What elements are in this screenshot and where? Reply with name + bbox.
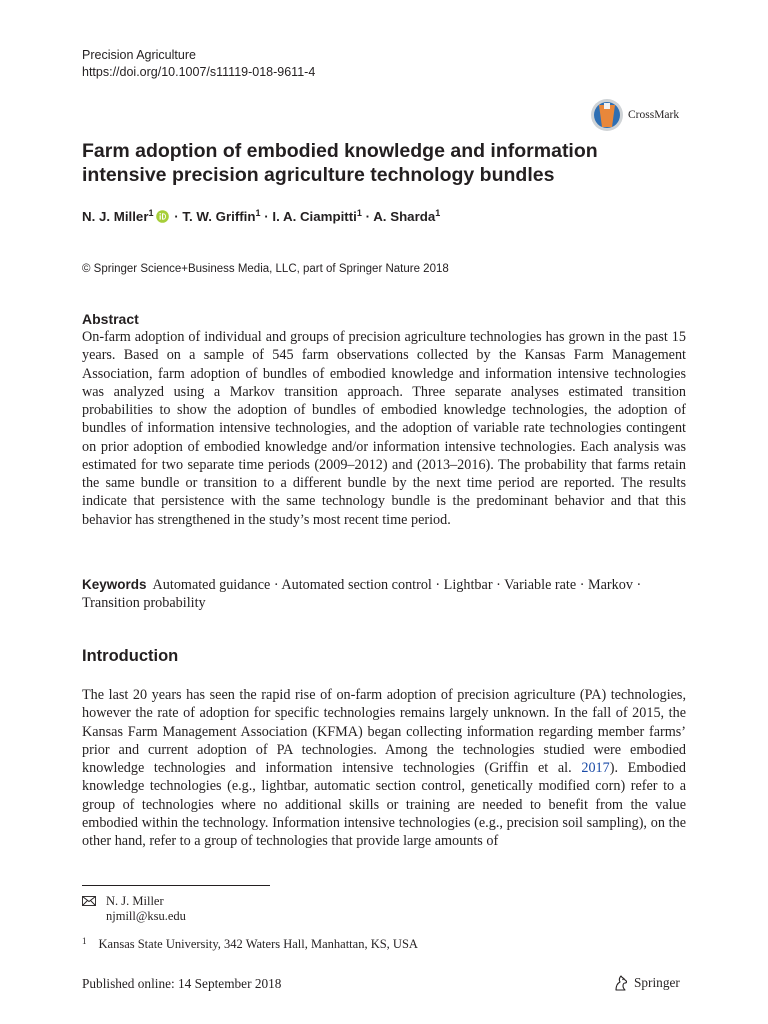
- author-affil-marker: 1: [148, 208, 154, 218]
- author-affil-marker: 1: [255, 208, 261, 218]
- intro-text-part: The last 20 years has seen the rapid rise of on-farm adoption of precision agriculture (PA) technologies, however the rate of adoption for specific technologies remains largely unknown. In the fall of 2015, the Kansas Farm Management Association (KFMA) began collecting information regarding member farms’ prior and current adoption of PA technologies. Among the technologies studied were embodied knowledge technologies and information intensive technologies (Griffin et al.: [82, 687, 686, 776]
- keywords-text: Automated guidance · Automated section control · Lightbar · Variable rate · Markov · Transition probability: [82, 577, 642, 612]
- paper-title: Farm adoption of embodied knowledge and information intensive precision agriculture technology bundles: [82, 140, 598, 186]
- author-name[interactable]: N. J. Miller: [82, 209, 149, 224]
- abstract-heading: Abstract: [82, 311, 139, 327]
- crossmark-icon: [590, 98, 624, 132]
- introduction-heading: Introduction: [82, 647, 179, 665]
- springer-logo: [612, 974, 680, 992]
- abstract-text: On-farm adoption of individual and groups of precision agriculture technologies has grown in the past 15 years. Based on a sample of 545 farm observations collected by the Kansas Farm Management Association, farm adoption of bundles of embodied knowledge and information intensive technologies was analyzed using a Markov transition approach. Three separate analyses estimated transition probabilities to show the adoption of bundles of embodied knowledge technologies, the adoption of bundles of information intensive technologies, and the adoption of variable rate technologies contingent on prior adoption of embodied knowledge and/or information intensive technologies. Each analysis was estimated for two separate time periods (2009–2012) and (2013–2016). The probability that farms retain the same bundle or transition to a different bundle by the next time period are reported. The results indicate that persistence with the same technology bundle is the predominant behavior and that this behavior has strengthened in the study’s most recent time period.: [82, 329, 686, 528]
- published-date: Published online: 14 September 2018: [82, 976, 282, 991]
- author-name[interactable]: T. W. Griffin: [182, 209, 256, 224]
- author-list: [82, 208, 440, 226]
- contact-name: N. J. Miller: [106, 894, 164, 908]
- introduction-text: [82, 686, 686, 850]
- envelope-icon: [82, 896, 96, 906]
- citation-link[interactable]: 2017: [581, 760, 610, 776]
- keywords-block: [82, 576, 686, 613]
- copyright-notice: © Springer Science+Business Media, LLC, part of Springer Nature 2018: [82, 263, 449, 275]
- affiliation-text: Kansas State University, 342 Waters Hall, Manhattan, KS, USA: [98, 937, 418, 951]
- author-separator: ·: [264, 209, 269, 224]
- orcid-icon[interactable]: [156, 210, 169, 226]
- doi-link[interactable]: https://doi.org/10.1007/s11119-018-9611-4: [82, 65, 316, 79]
- footnote-divider: [82, 885, 270, 886]
- author-separator: ·: [365, 209, 370, 224]
- intro-text-part: ). Embodied knowledge technologies (e.g., lightbar, automatic section control, genetically modified corn) refer to a group of technologies where no additional skills or training are needed to benefit from the value embodied within the technology. Information intensive technologies (e.g., precision soil sampling), on the other hand, refer to a group of technologies that provide large amounts of: [82, 760, 686, 849]
- author-separator: ·: [174, 209, 179, 224]
- corresponding-author: [82, 894, 186, 924]
- crossmark-badge[interactable]: [590, 96, 720, 134]
- crossmark-label: CrossMark: [628, 109, 680, 121]
- springer-horse-icon: [612, 974, 630, 992]
- author-affil-marker: 1: [356, 208, 362, 218]
- journal-name: Precision Agriculture: [82, 48, 196, 62]
- affiliation-number: 1: [82, 936, 87, 946]
- publisher-name: Springer: [634, 975, 680, 990]
- affiliation-footnote: [82, 936, 418, 952]
- keywords-label: Keywords: [82, 577, 147, 592]
- journal-header: [82, 47, 315, 81]
- contact-email[interactable]: njmill@ksu.edu: [106, 909, 186, 923]
- author-affil-marker: 1: [435, 208, 441, 218]
- author-name[interactable]: I. A. Ciampitti: [272, 209, 357, 224]
- author-name[interactable]: A. Sharda: [373, 209, 436, 224]
